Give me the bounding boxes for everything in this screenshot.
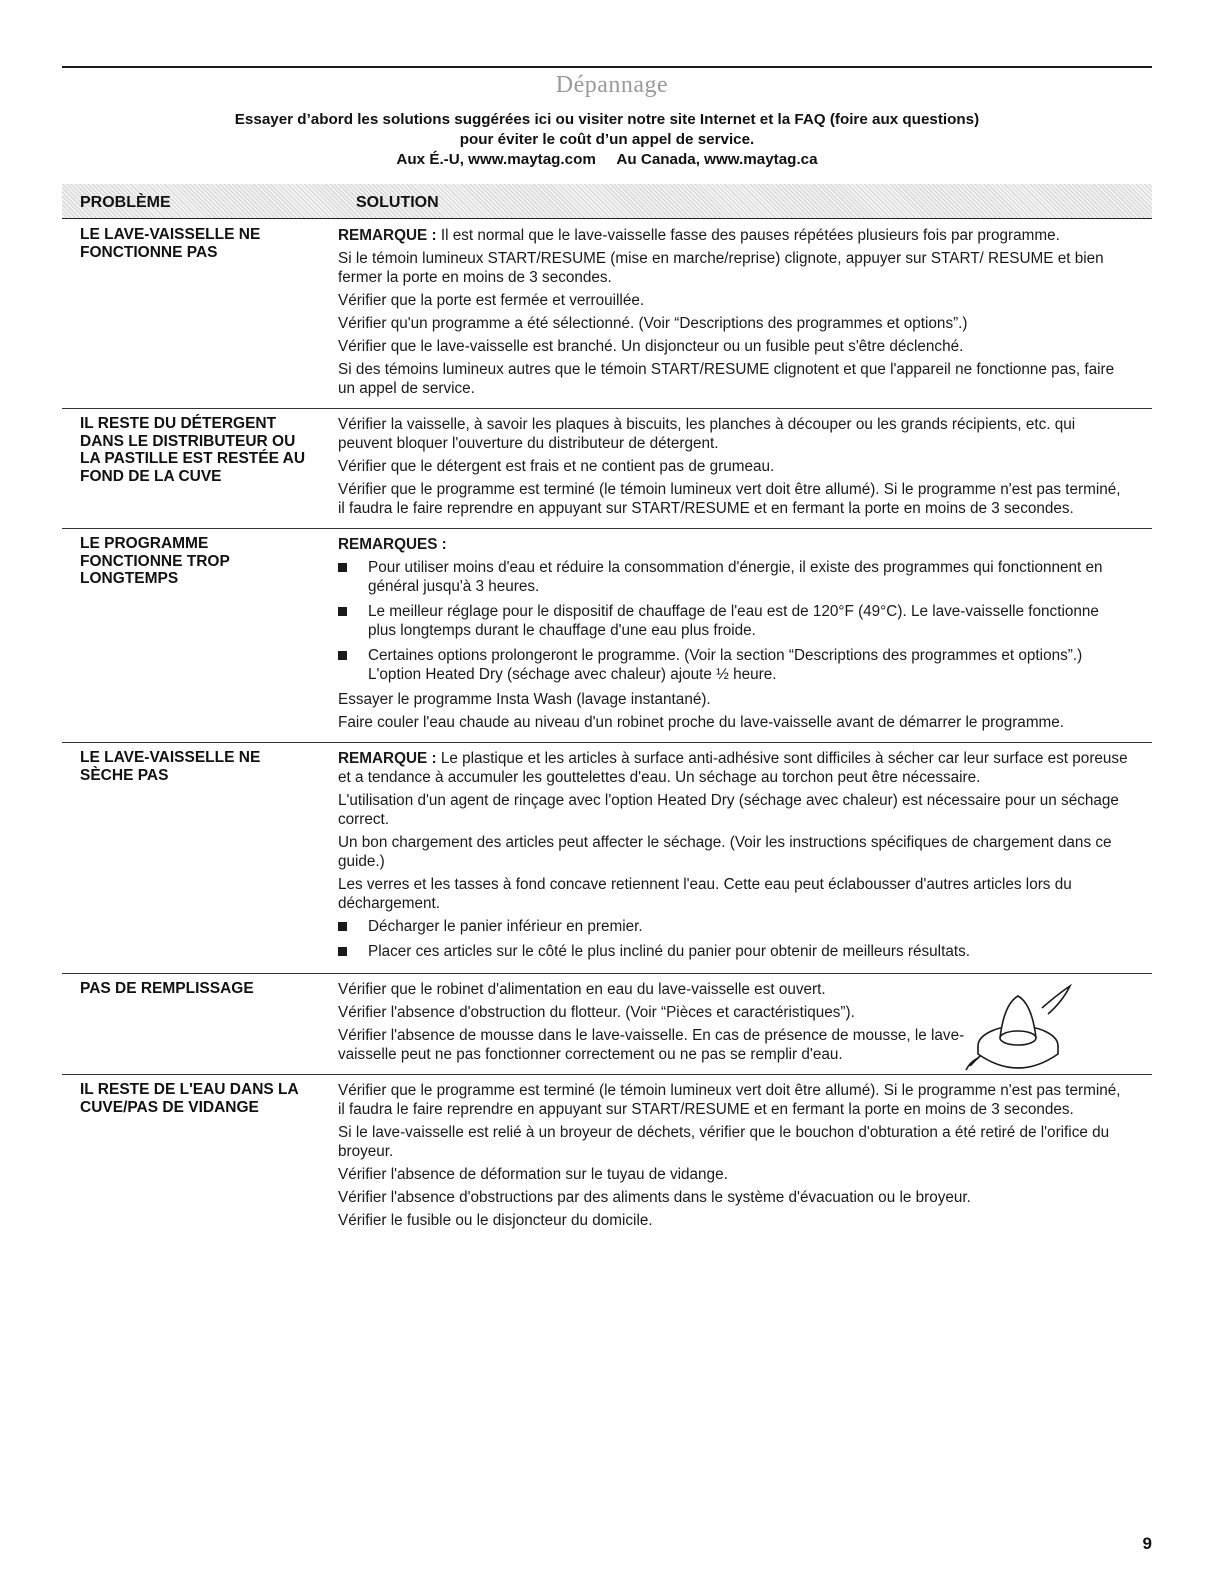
solution-line: Les verres et les tasses à fond concave retiennent l'eau. Cette eau peut éclabousser d'autres articles lors du déchargement. — [338, 876, 1072, 912]
list-item: Pour utiliser moins d'eau et réduire la consommation d'énergie, il existe des programmes qui fonctionnent en général jusqu'à 3 heures. — [338, 558, 1128, 596]
bullet-square-icon — [338, 607, 347, 616]
solution-line: Vérifier que le programme est terminé (le témoin lumineux vert doit être allumé). Si le programme n'est pas terminé, il faudra le faire reprendre en appuyant sur START/RESUME et en fermant la porte en moins de 3 secondes. — [338, 1082, 1121, 1118]
bullet-square-icon — [338, 563, 347, 572]
solution-line: Faire couler l'eau chaude au niveau d'un robinet proche du lave-vaisselle avant de démarrer le programme. — [338, 714, 1065, 731]
solution-cell — [338, 980, 1128, 1068]
solution-line: Si le lave-vaisselle est relié à un broyeur de déchets, vérifier que le bouchon d'obturation a été retiré de l'orifice du broyeur. — [338, 1124, 1110, 1160]
table-row — [62, 743, 1152, 974]
problem-cell: LE LAVE-VAISSELLE NE FONCTIONNE PAS — [80, 226, 261, 261]
note-label: REMARQUE : — [338, 750, 437, 767]
troubleshooting-table — [62, 220, 1152, 1240]
intro-line-1: Essayer d’abord les solutions suggérées ici ou visiter notre site Internet et la FAQ (foire aux questions) — [234, 111, 980, 128]
note-text: Il est normal que le lave-vaisselle fasse des pauses répétées plusieurs fois par programme. — [436, 227, 1060, 244]
column-header-solution: SOLUTION — [356, 194, 439, 211]
bullet-square-icon — [338, 947, 347, 956]
solution-line: Vérifier la vaisselle, à savoir les plaques à biscuits, les planches à découper ou les grands récipients, etc. qui peuvent bloquer l'ouverture du distributeur de détergent. — [338, 416, 1076, 452]
intro-line-3: Aux É.-U, www.maytag.com Au Canada, www.maytag.ca — [396, 151, 818, 168]
note-paragraph — [338, 749, 1128, 787]
list-item: Décharger le panier inférieur en premier. — [338, 917, 1128, 936]
solution-line: Vérifier l'absence d'obstruction du flotteur. (Voir “Pièces et caractéristiques”). — [338, 1004, 855, 1021]
table-row — [62, 529, 1152, 743]
note-paragraph — [338, 226, 1128, 245]
problem-cell: LE LAVE-VAISSELLE NE SÈCHE PAS — [80, 749, 261, 784]
solution-line: Vérifier qu'un programme a été sélectionné. (Voir “Descriptions des programmes et options”.) — [338, 315, 968, 332]
note-label: REMARQUE : — [338, 227, 437, 244]
solution-line: Vérifier que la porte est fermée et verrouillée. — [338, 292, 645, 309]
note-text: Le plastique et les articles à surface anti-adhésive sont difficiles à sécher car leur surface est poreuse et a tendance à accumuler les gouttelettes d'eau. Un séchage au torchon peut être nécessaire. — [338, 750, 1128, 786]
page-number: 9 — [1142, 1534, 1152, 1553]
solution-line: Si des témoins lumineux autres que le témoin START/RESUME clignotent et que l'appareil ne fonctionne pas, faire un appel de service. — [338, 361, 1115, 397]
fill-solution-text — [338, 980, 978, 1064]
remarks-label: REMARQUES : — [338, 536, 447, 553]
solution-line: Vérifier l'absence d'obstructions par des aliments dans le système d'évacuation ou le broyeur. — [338, 1189, 971, 1206]
table-row — [62, 1075, 1152, 1240]
top-rule — [62, 66, 1152, 68]
solution-cell — [338, 415, 1128, 522]
solution-line: Vérifier que le robinet d'alimentation en eau du lave-vaisselle est ouvert. — [338, 981, 826, 998]
problem-cell: IL RESTE DU DÉTERGENT DANS LE DISTRIBUTEUR OU LA PASTILLE EST RESTÉE AU FOND DE LA CUVE — [80, 415, 306, 485]
solution-line: Vérifier le fusible ou le disjoncteur du domicile. — [338, 1212, 653, 1229]
problem-cell: LE PROGRAMME FONCTIONNE TROP LONGTEMPS — [80, 535, 230, 587]
solution-line: Vérifier que le lave-vaisselle est branché. Un disjoncteur ou un fusible peut s'être déclenché. — [338, 338, 964, 355]
solution-line: Si le témoin lumineux START/RESUME (mise en marche/reprise) clignote, appuyer sur START/ RESUME et bien fermer la porte en moins de 3 secondes. — [338, 250, 1104, 286]
intro-text — [62, 110, 1152, 170]
table-header — [62, 184, 1152, 219]
tips-list — [338, 917, 1128, 961]
solution-cell — [338, 1081, 1128, 1234]
table-row — [62, 974, 1152, 1075]
solution-cell — [338, 226, 1128, 402]
problem-cell: PAS DE REMPLISSAGE — [80, 980, 254, 997]
solution-line: L'utilisation d'un agent de rinçage avec l'option Heated Dry (séchage avec chaleur) est nécessaire pour un séchage correct. — [338, 792, 1119, 828]
problem-cell: IL RESTE DE L'EAU DANS LA CUVE/PAS DE VIDANGE — [80, 1081, 299, 1116]
page-title: Dépannage — [555, 72, 669, 98]
solution-line: Vérifier l'absence de déformation sur le tuyau de vidange. — [338, 1166, 728, 1183]
list-item: Placer ces articles sur le côté le plus incliné du panier pour obtenir de meilleurs résultats. — [338, 942, 1128, 961]
solution-cell — [338, 749, 1128, 967]
solution-line: Un bon chargement des articles peut affecter le séchage. (Voir les instructions spécifiques de chargement dans ce guide.) — [338, 834, 1112, 870]
list-item: Le meilleur réglage pour le dispositif de chauffage de l'eau est de 120°F (49°C). Le lave-vaisselle fonctionne plus longtemps durant le chauffage d'une eau plus froide. — [338, 602, 1128, 640]
list-item: Certaines options prolongeront le programme. (Voir la section “Descriptions des programmes et options”.) L'option Heated Dry (séchage avec chaleur) ajoute ½ heure. — [338, 646, 1128, 684]
solution-line: Vérifier que le programme est terminé (le témoin lumineux vert doit être allumé). Si le programme n'est pas terminé, il faudra le faire reprendre en appuyant sur START/RESUME et en fermant la porte en moins de 3 secondes. — [338, 481, 1121, 517]
float-illustration — [960, 984, 1072, 1076]
solution-cell — [338, 535, 1128, 736]
bullet-square-icon — [338, 651, 347, 660]
intro-line-2: pour éviter le coût d’un appel de service. — [459, 131, 755, 148]
table-row — [62, 409, 1152, 529]
table-row — [62, 220, 1152, 409]
column-header-problem: PROBLÈME — [80, 194, 171, 211]
bullet-square-icon — [338, 922, 347, 931]
solution-line: Essayer le programme Insta Wash (lavage instantané). — [338, 691, 711, 708]
remarks-list — [338, 558, 1128, 684]
solution-line: Vérifier que le détergent est frais et ne contient pas de grumeau. — [338, 458, 775, 475]
solution-line: Vérifier l'absence de mousse dans le lave-vaisselle. En cas de présence de mousse, le lave-vaisselle peut ne pas fonctionner correctement ou ne pas se remplir d'eau. — [338, 1027, 965, 1063]
